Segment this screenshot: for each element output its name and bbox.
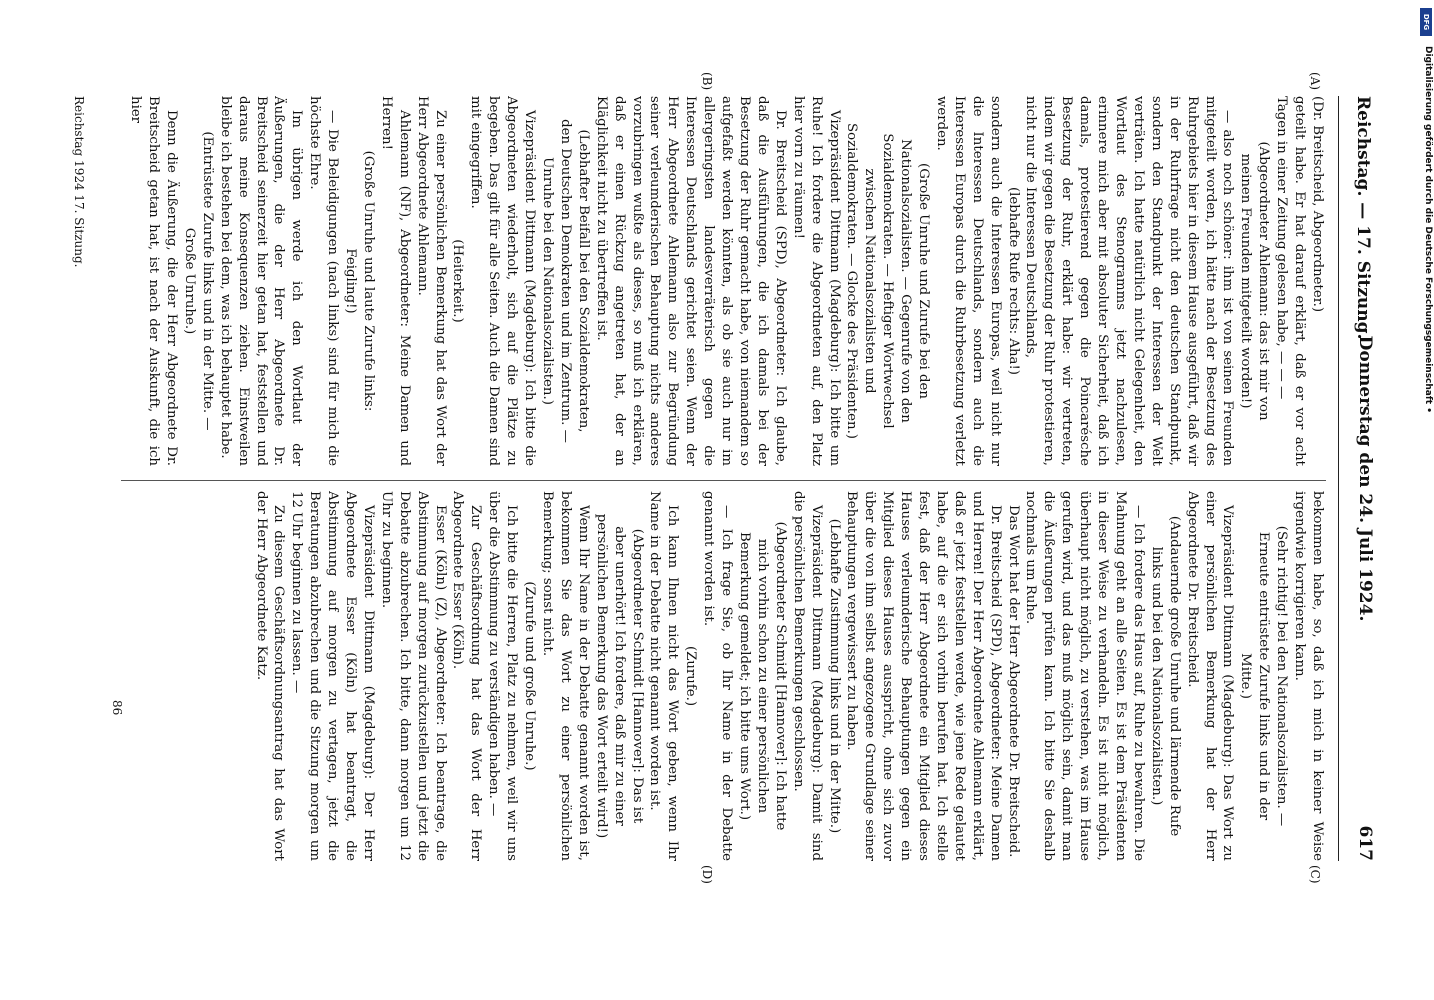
speech-paragraph: Vizepräsident Dittmann (Magdeburg): Ich bitte die Abgeordneten wiederholt, sich auf die Plätze zu begeben. Das gilt für alle Seiten. Auch die Damen sind mit eingegriffen.	[468, 96, 538, 466]
interjection: (Sehr richtig! bei den Nationalsozialisten. — Erneute entrüstete Zurufe links und in der Mitte.)	[1238, 525, 1290, 827]
paragraph: Ich kann Ihnen nicht das Wort geben, wenn Ihr Name in der Debatte nicht genannt worden ist.	[647, 491, 681, 861]
left-column	[94, 96, 1326, 466]
margin-marker-c: (C)	[1308, 865, 1322, 884]
speech-paragraph: Vizepräsident Dittmann (Magdeburg): Der Herr Abgeordnete Esser (Köln) hat beantragt, die Abstimmung auf morgen zu vertagen, jetzt die Beratungen abzubrechen und die Sitzung morgen um 12 Uhr beginnen zu lassen. —	[289, 491, 376, 861]
paragraph: bekommen habe, so, daß ich mich in keiner Weise irgendwie korrigieren kann.	[1292, 491, 1325, 861]
paragraph: — Ich fordere das Haus auf, Ruhe zu bewahren. Die Mahnung geht an alle Seiten. Es ist dem Präsidenten in dieser Weise zu verhandeln. Es ist nicht möglich, überhaupt nicht möglich, zu verstehen, was im Hause gerufen wird, und das muß möglich sein, damit man die Äußerungen prüfen kann. Ich bitte Sie deshalb nochmals um Ruhe.	[1023, 491, 1146, 861]
interjection: (Heiterkeit.)	[450, 239, 466, 323]
paragraph: sondern auch die Interessen Europas, weil nicht nur die Interessen Deutschlands, sondern auch die Interessen Europas durch die Ruhrbesetzung verletzt werden.	[933, 96, 1003, 466]
dfg-logo-icon	[1420, 8, 1432, 36]
interjection: (Entrüstete Zurufe links und in der Mitte. — Große Unruhe.)	[181, 131, 215, 431]
sheet-number: 86	[110, 700, 124, 716]
running-head: (Dr. Breitscheid, Abgeordneter.)	[1310, 96, 1325, 313]
margin-marker-a: (A)	[1308, 72, 1322, 91]
paragraph: Das Wort hat der Herr Abgeordnete Dr. Breitscheid.	[1005, 505, 1021, 858]
digitization-credit: Digitalisierung gefördert durch die Deutsche Forschungsgemeinschaft •	[1423, 46, 1433, 413]
paragraph: Denn die Äußerung, die der Herr Abgeordnete Dr. Breitscheid getan hat, ist nach der Auskunft, die ich hier	[128, 96, 179, 466]
page-number: 617	[1355, 825, 1375, 861]
interjection: (Abgeordneter Schmidt [Hannover]: Das ist aber unerhört! Ich fordere, daß mir zu einer persönlichen Bemerkung das Wort erteilt wird!)	[593, 513, 645, 839]
speech-paragraph: Vizepräsident Dittmann (Magdeburg): Das Wort zu einer persönlichen Bemerkung hat der Herr Abgeordnete Dr. Breitscheid.	[1184, 491, 1236, 861]
column-divider	[121, 480, 1326, 481]
dfg-logo-text: DFG	[1422, 13, 1430, 31]
paragraph: — Die Beleidigungen (nach links) sind für mich die höchste Ehre.	[307, 96, 341, 466]
interjection: (Große Unruhe und Zurufe bei den Nationalsozialisten. — Gegenrufe von den Sozialdemokraten. — Heftiger Wortwechsel zwischen Nationalsozialisten und Sozialdemokraten. — Glocke des Präsidenten.)	[844, 123, 932, 439]
header-date: Donnerstag den 24. Juli 1924.	[1355, 335, 1375, 622]
interjection: (Große Unruhe und laute Zurufe links: Feigling!)	[343, 150, 376, 412]
interjection: (Abgeordneter Schmidt [Hannover]: Ich hatte mich vorhin schon zu einer persönlichen Bemerkung gemeldet; ich bitte ums Wort.)	[737, 521, 788, 831]
margin-marker-d: (D)	[700, 865, 714, 884]
paragraph: Zu einer persönlichen Bemerkung hat das Wort der Herr Abgeordnete Ahlemann.	[414, 96, 448, 466]
paragraph: Zur Geschäftsordnung hat das Wort der Herr Abgeordnete Esser (Köln).	[450, 491, 484, 861]
paragraph: Ich bitte die Herren, Platz zu nehmen, weil wir uns über die Abstimmung zu verständigen haben. —	[486, 491, 520, 861]
paragraph: geteilt habe. Er hat darauf erklärt, daß er vor acht Tagen in einer Zeitung gelesen habe, — — —	[1274, 96, 1308, 466]
interjection: (Zurufe.)	[683, 645, 699, 707]
speech-paragraph: Esser (Köln) (Z), Abgeordneter: Ich beantrage, die Abstimmung auf morgen zurückzustellen und jetzt die Debatte abzubrechen. Ich bitte, dann morgen um 12 Uhr zu beginnen.	[378, 491, 448, 861]
interjection: (Abgeordneter Ahlemann: das ist mir von meinen Freunden mitgeteilt worden!)	[1238, 141, 1272, 421]
speech-paragraph: Ahlemann (NF), Abgeordneter: Meine Damen und Herren!	[378, 96, 412, 466]
paragraph: — also noch schöner: ihm ist von seinen Freunden mitgeteilt worden, ich hätte nach der Besetzung des Ruhrgebiets hier in diesem Hause ausgeführt, daß wir in der Ruhrfrage nicht den deutschen Standpunkt, sondern den Standpunkt der Interessen der Welt verträten. Ich hatte natürlich nicht Gelegenheit, den Wortlaut des Stenogramms jetzt nachzulesen, erinnere mich aber mit absoluter Sicherheit, daß ich damals, protestierend gegen die Poincarésche Besetzung der Ruhr, erklärt habe: wir vertreten, indem wir gegen die Besetzung der Ruhr protestieren, nicht nur die Interessen Deutschlands,	[1023, 96, 1236, 466]
interjection: (Zurufe und große Unruhe.)	[522, 581, 538, 771]
header-session: Reichstag. — 17. Sitzung.	[1353, 96, 1373, 340]
paragraph: — Ich frage Sie, ob Ihr Name in der Debatte genannt worden ist.	[701, 491, 735, 861]
interjection: (Andauernde große Unruhe und lärmende Rufe links und bei den Nationalsozialisten.)	[1148, 515, 1182, 837]
interjection: (Lebhafter Beifall bei den Sozialdemokraten, den Deutschen Demokraten und im Zentrum. — Unruhe bei den Nationalsozialisten.)	[540, 119, 591, 443]
paragraph: Wenn Ihr Name in der Debatte genannt worden ist, bekommen Sie das Wort zu einer persönlichen Bemerkung; sonst nicht.	[540, 491, 591, 861]
paragraph: Zu diesem Geschäftsordnungsantrag hat das Wort der Herr Abgeordnete Katz.	[253, 491, 287, 861]
digitization-sidebar	[1420, 8, 1434, 992]
right-column	[94, 491, 1326, 861]
footer-signature: Reichstag 1924 17. Sitzung.	[72, 96, 86, 268]
paragraph: Im übrigen werde ich den Wortlaut der Äußerungen, die der Herr Abgeordnete Dr. Breitscheid seinerzeit hier getan hat, feststellen und daraus meine Konsequenzen ziehen. Einstweilen bleibe ich bestehen bei dem, was ich behauptet habe.	[217, 96, 305, 466]
page-header	[1338, 96, 1379, 861]
speech-paragraph: Vizepräsident Dittmann (Magdeburg): Damit sind die persönlichen Bemerkungen geschlossen.	[790, 491, 824, 861]
speech-paragraph: Dr. Breitscheid (SPD), Abgeordneter: Ich glaube, daß die Ausführungen, die ich damals bei der Besetzung der Ruhr gemacht habe, von niemandem so aufgefaßt werden könnten, als ob sie auch nur im allergeringsten landesverräterisch gegen die Interessen Deutschlands gerichtet seien. Wenn der Herr Abgeordnete Ahlemann also zur Begründung seiner verleumderischen Behauptung nichts anderes vorzubringen wußte als dieses, so muß ich erklären, daß er einen Rückzug angetreten hat, der an Kläglichkeit nicht zu übertreffen ist.	[593, 96, 788, 466]
interjection: (Lebhafte Zustimmung links und in der Mitte.)	[826, 518, 842, 834]
margin-marker-b: (B)	[700, 72, 714, 91]
interjection: (lebhafte Rufe rechts: Aha!)	[1005, 186, 1021, 375]
speech-paragraph: Dr. Breitscheid (SPD), Abgeordneter: Meine Damen und Herren! Der Herr Abgeordnete Ahlemann erklärt, daß er jetzt feststellen werde, wie jene Rede gelautet habe, auf die er sich vorhin berufen hat. Ich stelle fest, daß der Herr Abgeordnete ein Mitglied dieses Hauses verleumderische Behauptungen gegen ein Mitglied dieses Hauses ausspricht, ohne sich zuvor über die von ihm selbst angezogene Grundlage seiner Behauptungen vergewissert zu haben.	[844, 491, 1003, 861]
speech-paragraph: Vizepräsident Dittmann (Magdeburg): Ich bitte um Ruhe! Ich fordere die Abgeordneten auf, den Platz hier vorn zu räumen!	[790, 96, 842, 466]
